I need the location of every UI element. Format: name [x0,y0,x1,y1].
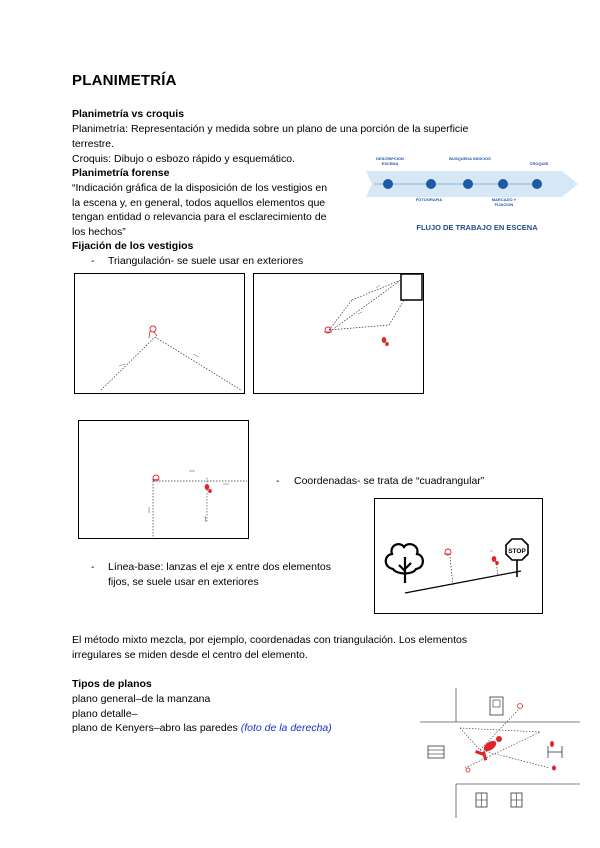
bullet-lineabase-2: fijos, se suele usar en exteriores [108,576,259,588]
tipo-plano-kenyers [72,721,332,736]
workflow-step-dot [463,179,473,189]
bullet-dash: - [276,475,280,487]
evidence-marker [518,704,523,709]
stop-sign-icon [506,539,528,577]
paragraph-mixto-1: El método mixto mezcla, por ejemplo, coordenadas con triangulación. Los elementos [72,634,468,646]
window-icon [428,746,444,758]
coordinates-diagram [78,420,249,539]
kenyers-plan-drawing [420,688,580,818]
evidence-stain [382,337,387,343]
evidence-marker [150,326,156,332]
flow-label-marcado: MARCADO Y FIJACION [491,197,517,207]
workflow-step-dot [426,179,436,189]
measure-line [352,280,401,300]
measure-line [332,280,401,330]
paragraph-mixto-2: irregulares se miden desde el centro del elemento. [72,649,308,661]
measure-line [101,337,155,390]
measure-line [329,300,352,330]
tipo-plano-detalle: plano detalle– [72,708,138,720]
baseline-diagram [374,498,543,614]
note-foto-derecha: (foto de la derecha) [240,722,332,734]
workflow-step-dot [383,179,393,189]
text-planimetria-def: Planimetría: Representación y medida sobre un plano de una porción de la superficie [72,123,469,135]
bullet-lineabase-1: Línea-base: lanzas el eje x entre dos elementos [108,561,331,573]
measure-line [389,300,404,325]
baseline-axis [405,571,521,593]
stop-sign-label: STOP [508,548,526,555]
section-heading-planimetria-vs-croquis: Planimetría vs croquis [72,108,185,120]
flow-label-descripcion: DESCRIPCION ESCENA [376,156,404,166]
flow-caption: FLUJO DE TRABAJO EN ESCENA [416,223,538,232]
evidence-stain [205,484,210,490]
page-title: PLANIMETRÍA [72,72,177,89]
tipo-plano-kenyers-text: plano de Kenyers–abro las paredes [72,722,241,734]
bullet-triangulacion: Triangulación- se suele usar en exteriores [108,255,304,267]
bullet-coordenadas: Coordenadas- se trata de “cuadrangular” [294,475,485,487]
tree-icon [386,544,423,583]
quote-line-4: los hechos” [72,226,126,238]
quote-line-1: “Indicación gráfica de la disposición de los vestigios en [72,182,328,194]
tipo-plano-general: plano general–de la manzana [72,693,211,705]
measure-line [155,337,241,390]
section-heading-planimetria-forense: Planimetría forense [72,167,170,179]
section-heading-tipos: Tipos de planos [72,678,152,690]
evidence-stain [550,741,554,747]
bullet-dash: - [91,255,95,267]
triangulation-diagram-2 [253,273,424,394]
evidence-stain [492,556,497,562]
evidence-marker [466,768,470,772]
section-heading-fijacion: Fijación de los vestigios [72,240,194,252]
workflow-step-dot [498,179,508,189]
flow-label-busqueda: BUSQUEDA INDICIOS [449,156,491,161]
bullet-dash: - [91,561,95,573]
text-terrestre: terrestre. [72,138,115,150]
workflow-step-dot [532,179,542,189]
quote-line-3: tengan entidad o relevancia para el esclarecimiento de [72,211,327,223]
quote-line-2: la escena y, en general, todos aquellos elementos que [72,197,326,209]
reference-square [401,274,422,300]
victim-figure-icon [475,736,502,761]
flow-label-fotografia: FOTOGRAFIA [415,197,443,202]
flow-label-croquis: CROQUIS [529,161,549,166]
evidence-stain [552,766,556,771]
triangulation-diagram-1 [74,273,245,394]
text-croquis-def: Croquis: Dibujo o esbozo rápido y esquemático. [72,153,295,165]
